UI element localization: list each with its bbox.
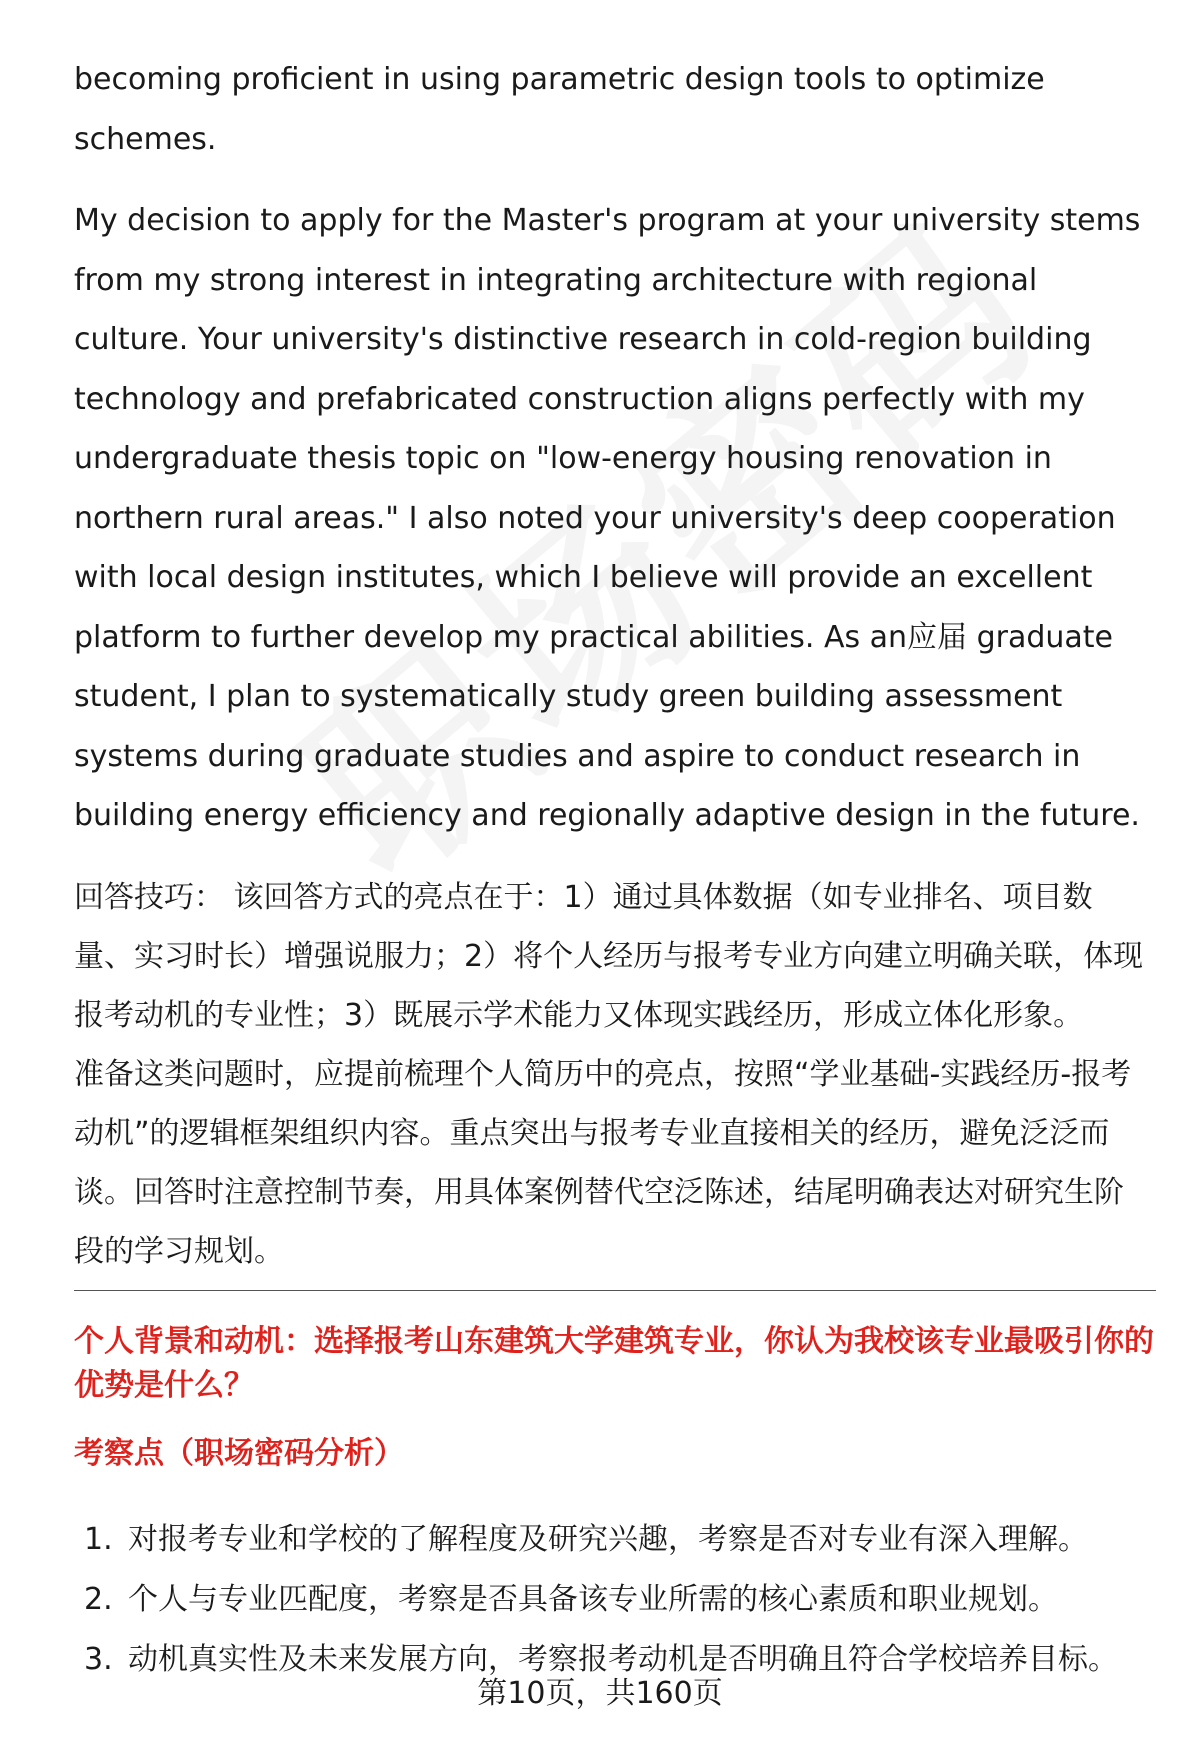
english-paragraph-1: becoming proficient in using parametric design tools to optimize schemes. — [74, 62, 1045, 157]
section-title: 考察点（职场密码分析） — [74, 1436, 404, 1471]
tips-paragraph-1: 回答技巧： 该回答方式的亮点在于：1）通过具体数据（如专业排名、项目数量、实习时长）增强说服力；2）将个人经历与报考专业方向建立明确关联，体现报考动机的专业性；3）既展示学术能力又体现实践经历，形成立体化形象。 — [74, 879, 1144, 1033]
list-number: 1. — [84, 1522, 113, 1557]
list-number: 3. — [84, 1642, 113, 1677]
list-number: 2. — [84, 1582, 113, 1617]
list-item — [84, 1570, 1154, 1630]
list-text: 动机真实性及未来发展方向，考察报考动机是否明确且符合学校培养目标。 — [128, 1642, 1118, 1677]
section-divider — [74, 1290, 1156, 1291]
list-item — [84, 1510, 1154, 1570]
interview-question: 个人背景和动机：选择报考山东建筑大学建筑专业，你认为我校该专业最吸引你的优势是什么？ — [74, 1324, 1154, 1403]
list-text: 个人与专业匹配度，考察是否具备该专业所需的核心素质和职业规划。 — [128, 1582, 1058, 1617]
tips-paragraph-2: 准备这类问题时，应提前梳理个人简历中的亮点，按照“学业基础-实践经历-报考动机”的逻辑框架组织内容。重点突出与报考专业直接相关的经历，避免泛泛而谈。回答时注意控制节奏，用具体案例替代空泛陈述，结尾明确表达对研究生阶段的学习规划。 — [74, 1056, 1132, 1269]
english-paragraph-2: My decision to apply for the Master's program at your university stems from my strong interest in integrating architecture with regional culture. Your university's distinctive research in cold-region building technology and prefabricated construction aligns perfectly with my undergraduate thesis topic on "low-energy housing renovation in northern rural areas." I also noted your university's deep cooperation with local design institutes, which I believe will provide an excellent platform to further develop my practical abilities. As an应届 graduate student, I plan to systematically study green building assessment systems during graduate studies and aspire to conduct research in building energy efficiency and regionally adaptive design in the future. — [74, 203, 1141, 833]
document-body — [74, 50, 1149, 1281]
list-text: 对报考专业和学校的了解程度及研究兴趣，考察是否对专业有深入理解。 — [128, 1522, 1088, 1557]
page-footer: 第10页，共160页 — [477, 1676, 723, 1711]
assessment-points-list — [84, 1510, 1154, 1690]
